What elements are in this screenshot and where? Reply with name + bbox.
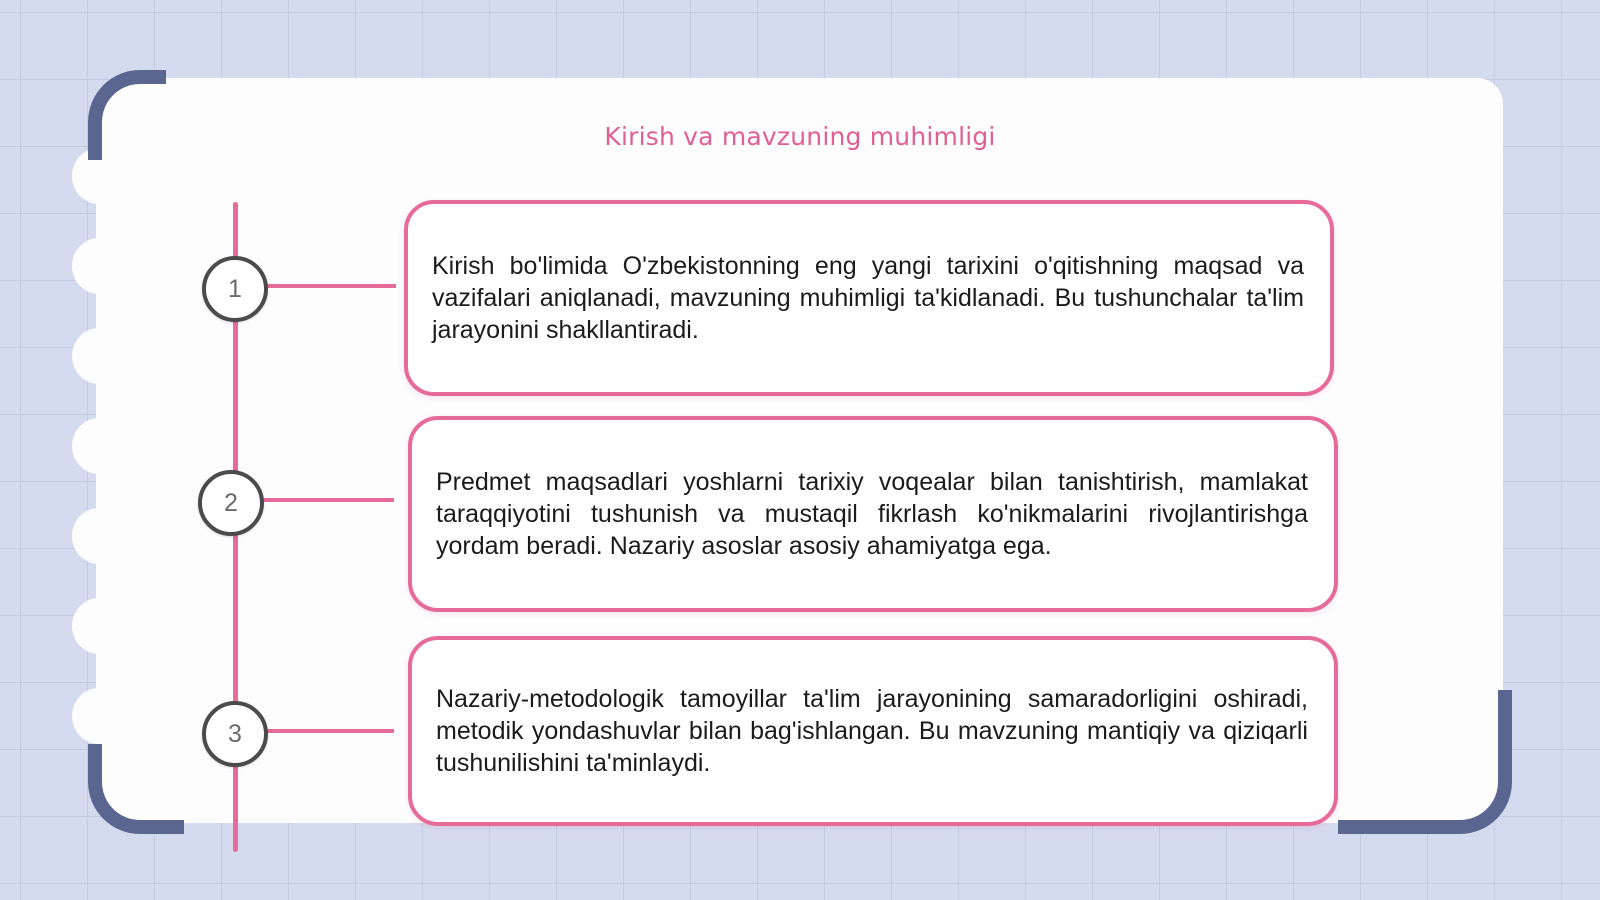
step-number-badge — [202, 701, 268, 767]
frame-corner-bottom-left — [88, 744, 184, 834]
step-number: 3 — [228, 719, 242, 748]
step-number: 2 — [224, 488, 238, 517]
scallop-decoration — [72, 238, 126, 294]
scallop-decoration — [72, 688, 126, 744]
step-connector — [264, 284, 396, 288]
scallop-decoration — [72, 328, 126, 384]
frame-corner-bottom-right — [1338, 690, 1512, 834]
step-connector — [262, 498, 394, 502]
step-text-box — [408, 636, 1338, 826]
scallop-decoration — [72, 508, 126, 564]
step-number: 1 — [228, 274, 242, 303]
scallop-decoration — [72, 418, 126, 474]
step-text: Predmet maqsadlari yoshlarni tarixiy voqealar bilan tanishtirish, mamlakat taraqqiyotini tushunish va mustaqil fikrlash ko'nikmalarini rivojlantirishga yordam beradi. Nazariy asoslar asosiy ahamiyatga ega. — [436, 468, 1308, 560]
scallop-decoration — [72, 598, 126, 654]
step-text-box — [404, 200, 1334, 396]
step-number-badge — [198, 470, 264, 536]
step-text: Nazariy-metodologik tamoyillar ta'lim jarayonining samaradorligini oshiradi, metodik yondashuvlar bilan bag'ishlangan. Bu mavzuning mantiqiy va qiziqarli tushunilishini ta'minlaydi. — [436, 685, 1308, 777]
slide-title: Kirish va mavzuning muhimligi — [604, 122, 996, 151]
step-text-box — [408, 416, 1338, 612]
step-text: Kirish bo'limida O'zbekistonning eng yangi tarixini o'qitishning maqsad va vazifalari aniqlanadi, mavzuning muhimligi ta'kidlanadi. Bu tushunchalar ta'lim jarayonini shakllantiradi. — [432, 252, 1304, 344]
step-connector — [264, 729, 394, 733]
step-number-badge — [202, 256, 268, 322]
